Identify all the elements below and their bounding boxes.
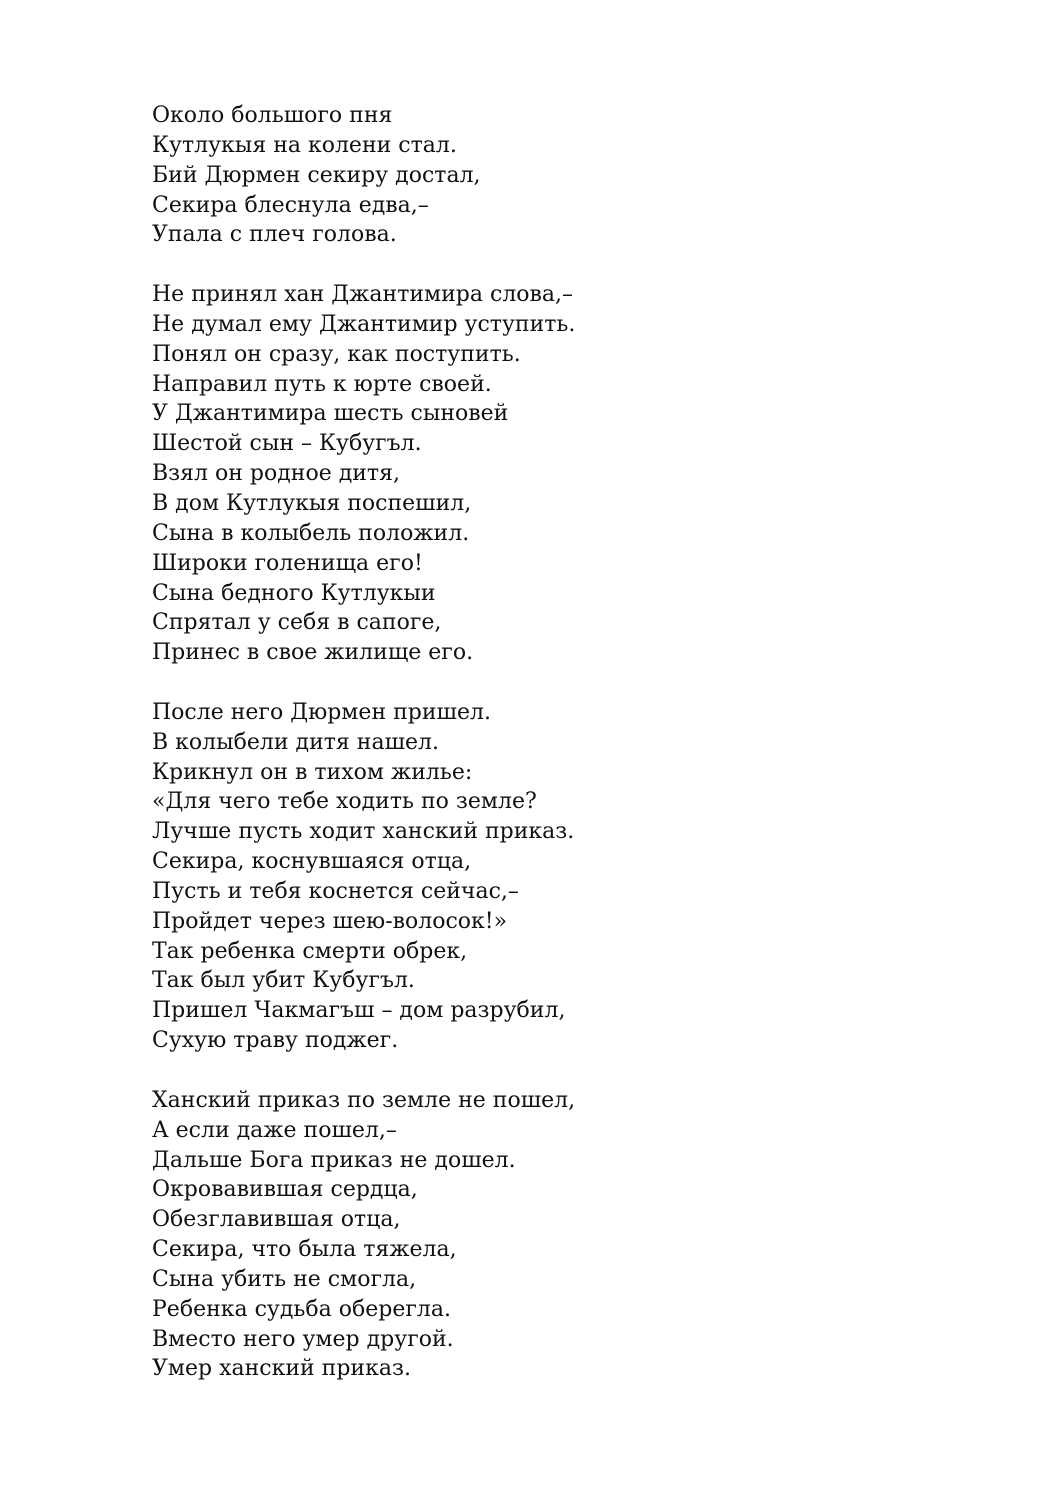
poem-text <box>152 101 1012 1384</box>
poem-line: Сына бедного Кутлукыи <box>152 580 436 606</box>
poem-line: Около большого пня <box>152 103 393 128</box>
poem-line: Сухую траву поджег. <box>152 1028 399 1054</box>
poem-line: Направил путь к юрте своей. <box>152 371 492 397</box>
poem-line: «Для чего тебе ходить по земле? <box>152 789 537 815</box>
poem-line: Взял он родное дитя, <box>152 461 400 487</box>
poem-line: Окровавившая сердца, <box>152 1177 418 1203</box>
poem-line: Спрятал у себя в сапоге, <box>152 610 442 636</box>
poem-line: Секира блеснула едва,– <box>152 192 429 218</box>
poem-line: Так был убит Кубугъл. <box>152 968 415 994</box>
stanza <box>152 101 1012 250</box>
poem-line: Пройдет через шею-волосок!» <box>152 908 508 934</box>
poem-line: Кутлукыя на колени стал. <box>152 132 457 158</box>
poem-line: После него Дюрмен пришел. <box>152 699 491 725</box>
poem-line: Так ребенка смерти обрек, <box>152 938 468 964</box>
stanza <box>152 280 1012 668</box>
poem-line: Ханский приказ по земле не пошел, <box>152 1087 576 1113</box>
poem-line: Принес в свое жилище его. <box>152 640 474 666</box>
poem-line: Дальше Бога приказ не дошел. <box>152 1147 516 1173</box>
poem-line: У Джантимира шесть сыновей <box>152 401 509 427</box>
poem-line: Понял он сразу, как поступить. <box>152 341 521 367</box>
poem-line: Пришел Чакмагъш – дом разрубил, <box>152 998 566 1024</box>
poem-line: А если даже пошел,– <box>152 1117 397 1143</box>
poem-line: В колыбели дитя нашел. <box>152 729 440 755</box>
poem-line: Лучше пусть ходит ханский приказ. <box>152 819 575 845</box>
poem-line: Секира, коснувшаяся отца, <box>152 849 472 875</box>
poem-line: Крикнул он в тихом жилье: <box>152 759 473 785</box>
poem-line: Широки голенища его! <box>152 550 423 576</box>
poem-line: Не принял хан Джантимира слова,– <box>152 282 574 308</box>
poem-line: Бий Дюрмен секиру достал, <box>152 162 481 188</box>
poem-line: Ребенка судьба оберегла. <box>152 1296 451 1322</box>
poem-line: Шестой сын – Кубугъл. <box>152 431 422 457</box>
poem-line: Сына убить не смогла, <box>152 1266 417 1292</box>
stanza <box>152 698 1012 1056</box>
poem-line: Обезглавившая отца, <box>152 1207 401 1233</box>
poem-line: Вместо него умер другой. <box>152 1326 454 1352</box>
poem-line: Сына в колыбель положил. <box>152 520 470 546</box>
poem-line: В дом Кутлукыя поспешил, <box>152 490 472 516</box>
poem-line: Умер ханский приказ. <box>152 1356 411 1382</box>
poem-line: Не думал ему Джантимир уступить. <box>152 311 576 337</box>
poem-line: Секира, что была тяжела, <box>152 1237 457 1263</box>
stanza <box>152 1086 1012 1384</box>
poem-line: Пусть и тебя коснется сейчас,– <box>152 878 519 904</box>
poem-line: Упала с плеч голова. <box>152 222 397 248</box>
